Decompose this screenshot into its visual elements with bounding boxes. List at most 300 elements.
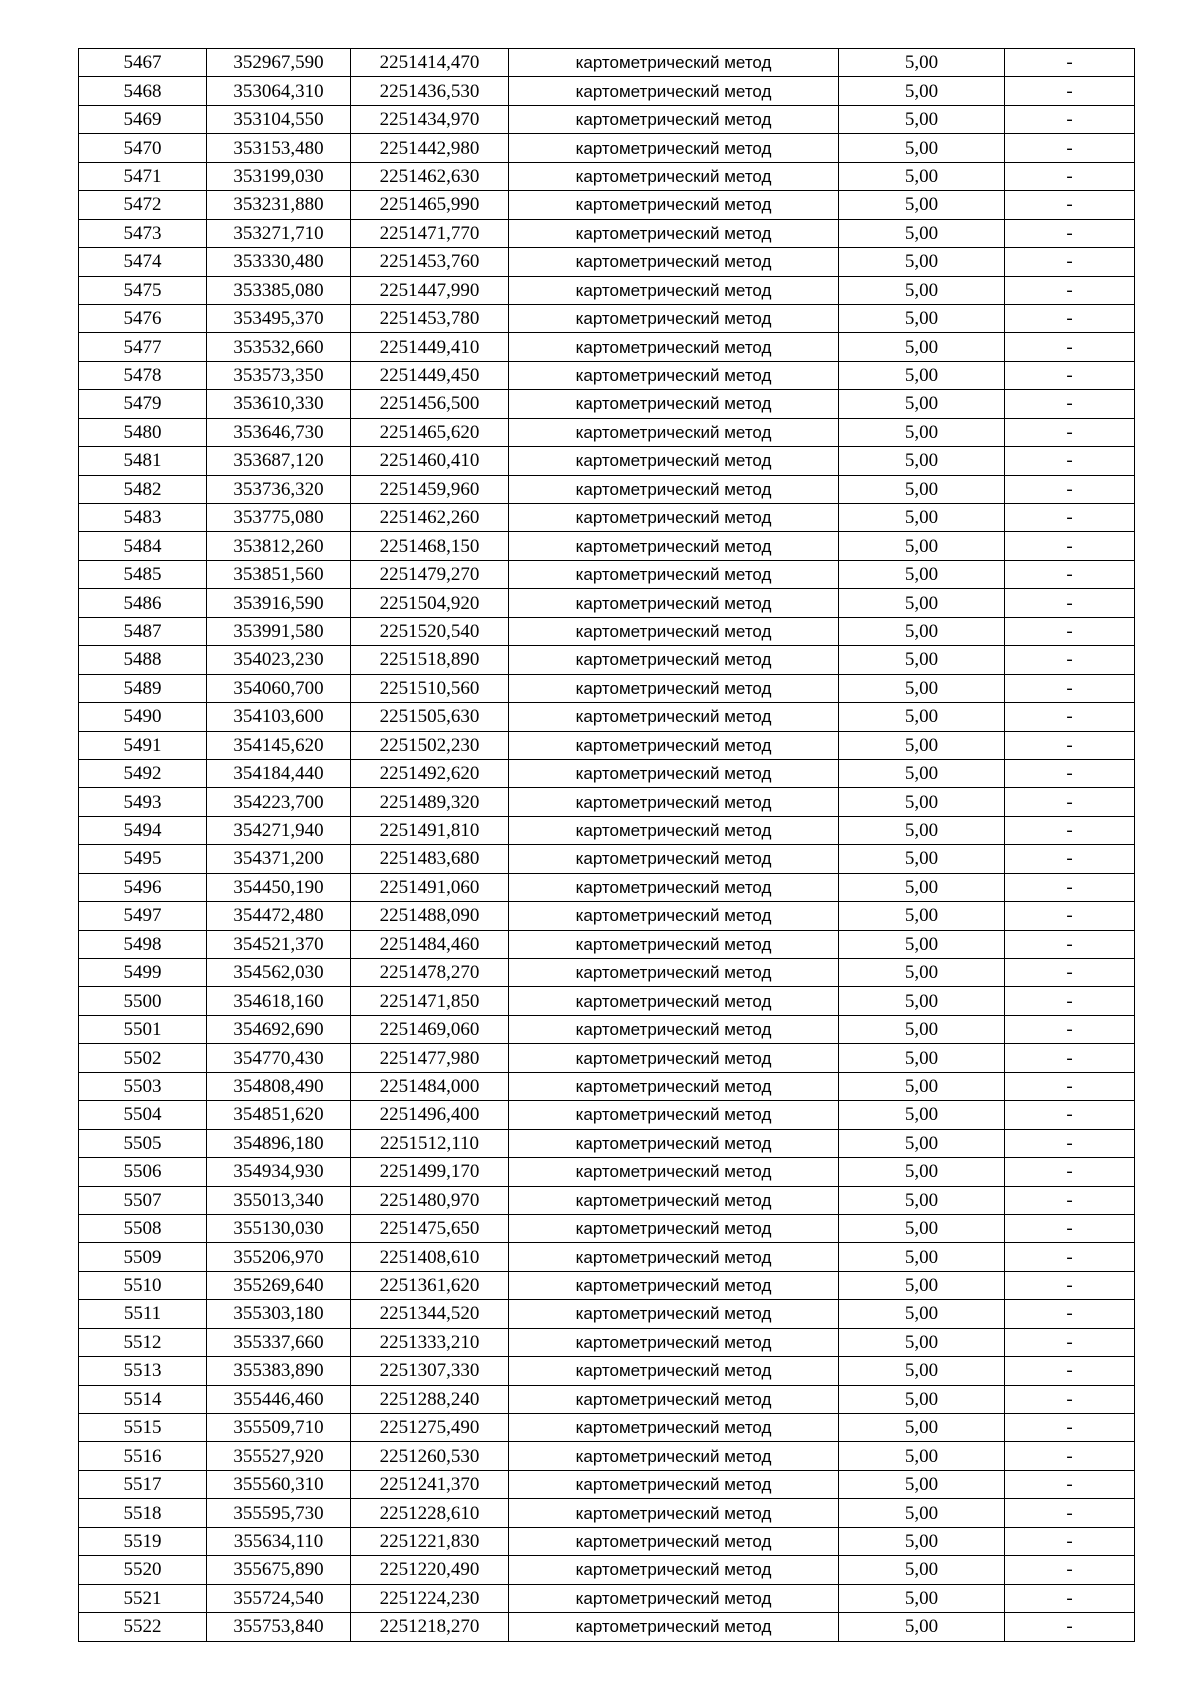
method-cell: картометрический метод — [509, 1556, 839, 1584]
point-number-cell: 5477 — [79, 333, 207, 361]
y-coordinate-cell: 2251361,620 — [351, 1271, 509, 1299]
method-cell: картометрический метод — [509, 1527, 839, 1555]
x-coordinate-cell: 355634,110 — [207, 1527, 351, 1555]
accuracy-cell: 5,00 — [839, 589, 1005, 617]
note-cell: - — [1005, 1442, 1135, 1470]
point-number-cell: 5467 — [79, 49, 207, 77]
point-number-cell: 5470 — [79, 134, 207, 162]
point-number-cell: 5498 — [79, 930, 207, 958]
y-coordinate-cell: 2251483,680 — [351, 845, 509, 873]
method-cell: картометрический метод — [509, 902, 839, 930]
accuracy-cell: 5,00 — [839, 1300, 1005, 1328]
note-cell: - — [1005, 1470, 1135, 1498]
point-number-cell: 5515 — [79, 1414, 207, 1442]
accuracy-cell: 5,00 — [839, 759, 1005, 787]
method-cell: картометрический метод — [509, 1584, 839, 1612]
accuracy-cell: 5,00 — [839, 304, 1005, 332]
accuracy-cell: 5,00 — [839, 134, 1005, 162]
table-row — [79, 1271, 1135, 1299]
accuracy-cell: 5,00 — [839, 1442, 1005, 1470]
note-cell: - — [1005, 49, 1135, 77]
x-coordinate-cell: 353736,320 — [207, 475, 351, 503]
note-cell: - — [1005, 987, 1135, 1015]
note-cell: - — [1005, 703, 1135, 731]
y-coordinate-cell: 2251453,760 — [351, 248, 509, 276]
x-coordinate-cell: 354808,490 — [207, 1072, 351, 1100]
accuracy-cell: 5,00 — [839, 1158, 1005, 1186]
note-cell: - — [1005, 1556, 1135, 1584]
y-coordinate-cell: 2251477,980 — [351, 1044, 509, 1072]
x-coordinate-cell: 354472,480 — [207, 902, 351, 930]
accuracy-cell: 5,00 — [839, 788, 1005, 816]
method-cell: картометрический метод — [509, 1158, 839, 1186]
point-number-cell: 5507 — [79, 1186, 207, 1214]
point-number-cell: 5499 — [79, 959, 207, 987]
accuracy-cell: 5,00 — [839, 1556, 1005, 1584]
y-coordinate-cell: 2251344,520 — [351, 1300, 509, 1328]
point-number-cell: 5482 — [79, 475, 207, 503]
x-coordinate-cell: 354896,180 — [207, 1129, 351, 1157]
y-coordinate-cell: 2251408,610 — [351, 1243, 509, 1271]
method-cell: картометрический метод — [509, 77, 839, 105]
table-row — [79, 1357, 1135, 1385]
method-cell: картометрический метод — [509, 617, 839, 645]
note-cell: - — [1005, 276, 1135, 304]
y-coordinate-cell: 2251484,000 — [351, 1072, 509, 1100]
y-coordinate-cell: 2251465,620 — [351, 418, 509, 446]
y-coordinate-cell: 2251469,060 — [351, 1015, 509, 1043]
y-coordinate-cell: 2251502,230 — [351, 731, 509, 759]
note-cell: - — [1005, 1613, 1135, 1641]
note-cell: - — [1005, 788, 1135, 816]
accuracy-cell: 5,00 — [839, 845, 1005, 873]
note-cell: - — [1005, 759, 1135, 787]
x-coordinate-cell: 354770,430 — [207, 1044, 351, 1072]
method-cell: картометрический метод — [509, 1357, 839, 1385]
x-coordinate-cell: 353064,310 — [207, 77, 351, 105]
point-number-cell: 5509 — [79, 1243, 207, 1271]
note-cell: - — [1005, 1414, 1135, 1442]
note-cell: - — [1005, 816, 1135, 844]
method-cell: картометрический метод — [509, 191, 839, 219]
note-cell: - — [1005, 219, 1135, 247]
coordinates-table — [78, 48, 1135, 1642]
accuracy-cell: 5,00 — [839, 731, 1005, 759]
method-cell: картометрический метод — [509, 703, 839, 731]
point-number-cell: 5511 — [79, 1300, 207, 1328]
method-cell: картометрический метод — [509, 759, 839, 787]
x-coordinate-cell: 353687,120 — [207, 447, 351, 475]
table-row — [79, 1015, 1135, 1043]
accuracy-cell: 5,00 — [839, 930, 1005, 958]
method-cell: картометрический метод — [509, 361, 839, 389]
note-cell: - — [1005, 845, 1135, 873]
method-cell: картометрический метод — [509, 1129, 839, 1157]
note-cell: - — [1005, 731, 1135, 759]
table-row — [79, 816, 1135, 844]
x-coordinate-cell: 355130,030 — [207, 1214, 351, 1242]
note-cell: - — [1005, 418, 1135, 446]
point-number-cell: 5506 — [79, 1158, 207, 1186]
note-cell: - — [1005, 1044, 1135, 1072]
accuracy-cell: 5,00 — [839, 987, 1005, 1015]
y-coordinate-cell: 2251491,060 — [351, 873, 509, 901]
y-coordinate-cell: 2251442,980 — [351, 134, 509, 162]
note-cell: - — [1005, 1158, 1135, 1186]
table-row — [79, 1243, 1135, 1271]
x-coordinate-cell: 354103,600 — [207, 703, 351, 731]
note-cell: - — [1005, 873, 1135, 901]
point-number-cell: 5496 — [79, 873, 207, 901]
table-row — [79, 1186, 1135, 1214]
note-cell: - — [1005, 930, 1135, 958]
table-row — [79, 1328, 1135, 1356]
note-cell: - — [1005, 77, 1135, 105]
method-cell: картометрический метод — [509, 532, 839, 560]
table-row — [79, 1044, 1135, 1072]
table-row — [79, 617, 1135, 645]
y-coordinate-cell: 2251275,490 — [351, 1414, 509, 1442]
table-row — [79, 1613, 1135, 1641]
y-coordinate-cell: 2251512,110 — [351, 1129, 509, 1157]
method-cell: картометрический метод — [509, 731, 839, 759]
method-cell: картометрический метод — [509, 674, 839, 702]
note-cell: - — [1005, 589, 1135, 617]
accuracy-cell: 5,00 — [839, 646, 1005, 674]
y-coordinate-cell: 2251520,540 — [351, 617, 509, 645]
method-cell: картометрический метод — [509, 134, 839, 162]
x-coordinate-cell: 353330,480 — [207, 248, 351, 276]
table-row — [79, 191, 1135, 219]
x-coordinate-cell: 354562,030 — [207, 959, 351, 987]
note-cell: - — [1005, 1328, 1135, 1356]
note-cell: - — [1005, 333, 1135, 361]
x-coordinate-cell: 355337,660 — [207, 1328, 351, 1356]
x-coordinate-cell: 354934,930 — [207, 1158, 351, 1186]
y-coordinate-cell: 2251518,890 — [351, 646, 509, 674]
y-coordinate-cell: 2251460,410 — [351, 447, 509, 475]
y-coordinate-cell: 2251449,450 — [351, 361, 509, 389]
method-cell: картометрический метод — [509, 930, 839, 958]
x-coordinate-cell: 354618,160 — [207, 987, 351, 1015]
table-row — [79, 134, 1135, 162]
table-row — [79, 674, 1135, 702]
accuracy-cell: 5,00 — [839, 560, 1005, 588]
x-coordinate-cell: 354060,700 — [207, 674, 351, 702]
table-row — [79, 1442, 1135, 1470]
accuracy-cell: 5,00 — [839, 361, 1005, 389]
accuracy-cell: 5,00 — [839, 1357, 1005, 1385]
table-row — [79, 959, 1135, 987]
accuracy-cell: 5,00 — [839, 219, 1005, 247]
accuracy-cell: 5,00 — [839, 162, 1005, 190]
table-row — [79, 1214, 1135, 1242]
note-cell: - — [1005, 1129, 1135, 1157]
table-row — [79, 646, 1135, 674]
point-number-cell: 5476 — [79, 304, 207, 332]
y-coordinate-cell: 2251434,970 — [351, 105, 509, 133]
note-cell: - — [1005, 191, 1135, 219]
point-number-cell: 5493 — [79, 788, 207, 816]
note-cell: - — [1005, 1385, 1135, 1413]
table-row — [79, 1556, 1135, 1584]
method-cell: картометрический метод — [509, 219, 839, 247]
point-number-cell: 5495 — [79, 845, 207, 873]
note-cell: - — [1005, 1214, 1135, 1242]
y-coordinate-cell: 2251471,850 — [351, 987, 509, 1015]
point-number-cell: 5494 — [79, 816, 207, 844]
accuracy-cell: 5,00 — [839, 617, 1005, 645]
point-number-cell: 5472 — [79, 191, 207, 219]
point-number-cell: 5501 — [79, 1015, 207, 1043]
method-cell: картометрический метод — [509, 646, 839, 674]
note-cell: - — [1005, 959, 1135, 987]
table-row — [79, 1158, 1135, 1186]
method-cell: картометрический метод — [509, 49, 839, 77]
accuracy-cell: 5,00 — [839, 1613, 1005, 1641]
table-row — [79, 788, 1135, 816]
table-row — [79, 845, 1135, 873]
x-coordinate-cell: 354023,230 — [207, 646, 351, 674]
note-cell: - — [1005, 504, 1135, 532]
x-coordinate-cell: 354450,190 — [207, 873, 351, 901]
table-row — [79, 162, 1135, 190]
method-cell: картометрический метод — [509, 1101, 839, 1129]
point-number-cell: 5519 — [79, 1527, 207, 1555]
y-coordinate-cell: 2251496,400 — [351, 1101, 509, 1129]
note-cell: - — [1005, 134, 1135, 162]
point-number-cell: 5510 — [79, 1271, 207, 1299]
method-cell: картометрический метод — [509, 1385, 839, 1413]
table-row — [79, 447, 1135, 475]
method-cell: картометрический метод — [509, 504, 839, 532]
x-coordinate-cell: 353231,880 — [207, 191, 351, 219]
y-coordinate-cell: 2251491,810 — [351, 816, 509, 844]
method-cell: картометрический метод — [509, 589, 839, 617]
point-number-cell: 5518 — [79, 1499, 207, 1527]
y-coordinate-cell: 2251468,150 — [351, 532, 509, 560]
x-coordinate-cell: 355206,970 — [207, 1243, 351, 1271]
method-cell: картометрический метод — [509, 1072, 839, 1100]
method-cell: картометрический метод — [509, 390, 839, 418]
point-number-cell: 5491 — [79, 731, 207, 759]
note-cell: - — [1005, 617, 1135, 645]
table-row — [79, 930, 1135, 958]
table-row — [79, 902, 1135, 930]
accuracy-cell: 5,00 — [839, 1584, 1005, 1612]
y-coordinate-cell: 2251220,490 — [351, 1556, 509, 1584]
note-cell: - — [1005, 1101, 1135, 1129]
x-coordinate-cell: 354271,940 — [207, 816, 351, 844]
method-cell: картометрический метод — [509, 1243, 839, 1271]
x-coordinate-cell: 355013,340 — [207, 1186, 351, 1214]
method-cell: картометрический метод — [509, 1271, 839, 1299]
note-cell: - — [1005, 1015, 1135, 1043]
method-cell: картометрический метод — [509, 1414, 839, 1442]
x-coordinate-cell: 353916,590 — [207, 589, 351, 617]
accuracy-cell: 5,00 — [839, 1271, 1005, 1299]
y-coordinate-cell: 2251484,460 — [351, 930, 509, 958]
y-coordinate-cell: 2251504,920 — [351, 589, 509, 617]
table-row — [79, 1527, 1135, 1555]
y-coordinate-cell: 2251260,530 — [351, 1442, 509, 1470]
accuracy-cell: 5,00 — [839, 1243, 1005, 1271]
table-row — [79, 276, 1135, 304]
method-cell: картометрический метод — [509, 788, 839, 816]
accuracy-cell: 5,00 — [839, 1129, 1005, 1157]
y-coordinate-cell: 2251462,630 — [351, 162, 509, 190]
table-row — [79, 560, 1135, 588]
method-cell: картометрический метод — [509, 105, 839, 133]
method-cell: картометрический метод — [509, 418, 839, 446]
x-coordinate-cell: 353812,260 — [207, 532, 351, 560]
method-cell: картометрический метод — [509, 333, 839, 361]
x-coordinate-cell: 355269,640 — [207, 1271, 351, 1299]
table-row — [79, 77, 1135, 105]
point-number-cell: 5517 — [79, 1470, 207, 1498]
note-cell: - — [1005, 646, 1135, 674]
y-coordinate-cell: 2251499,170 — [351, 1158, 509, 1186]
method-cell: картометрический метод — [509, 1442, 839, 1470]
table-row — [79, 390, 1135, 418]
x-coordinate-cell: 353646,730 — [207, 418, 351, 446]
note-cell: - — [1005, 1271, 1135, 1299]
x-coordinate-cell: 355595,730 — [207, 1499, 351, 1527]
y-coordinate-cell: 2251447,990 — [351, 276, 509, 304]
accuracy-cell: 5,00 — [839, 703, 1005, 731]
method-cell: картометрический метод — [509, 1214, 839, 1242]
point-number-cell: 5481 — [79, 447, 207, 475]
method-cell: картометрический метод — [509, 1499, 839, 1527]
note-cell: - — [1005, 1584, 1135, 1612]
accuracy-cell: 5,00 — [839, 1385, 1005, 1413]
method-cell: картометрический метод — [509, 276, 839, 304]
note-cell: - — [1005, 532, 1135, 560]
x-coordinate-cell: 353610,330 — [207, 390, 351, 418]
table-row — [79, 1101, 1135, 1129]
point-number-cell: 5478 — [79, 361, 207, 389]
table-row — [79, 333, 1135, 361]
table-row — [79, 873, 1135, 901]
table-row — [79, 219, 1135, 247]
accuracy-cell: 5,00 — [839, 1470, 1005, 1498]
table-row — [79, 1300, 1135, 1328]
table-row — [79, 1072, 1135, 1100]
note-cell: - — [1005, 674, 1135, 702]
method-cell: картометрический метод — [509, 1470, 839, 1498]
table-row — [79, 1499, 1135, 1527]
x-coordinate-cell: 354145,620 — [207, 731, 351, 759]
x-coordinate-cell: 355527,920 — [207, 1442, 351, 1470]
table-row — [79, 589, 1135, 617]
note-cell: - — [1005, 1499, 1135, 1527]
method-cell: картометрический метод — [509, 304, 839, 332]
point-number-cell: 5505 — [79, 1129, 207, 1157]
accuracy-cell: 5,00 — [839, 1414, 1005, 1442]
y-coordinate-cell: 2251479,270 — [351, 560, 509, 588]
table-row — [79, 1129, 1135, 1157]
method-cell: картометрический метод — [509, 873, 839, 901]
note-cell: - — [1005, 902, 1135, 930]
method-cell: картометрический метод — [509, 248, 839, 276]
x-coordinate-cell: 354184,440 — [207, 759, 351, 787]
y-coordinate-cell: 2251241,370 — [351, 1470, 509, 1498]
method-cell: картометрический метод — [509, 959, 839, 987]
x-coordinate-cell: 353199,030 — [207, 162, 351, 190]
x-coordinate-cell: 355446,460 — [207, 1385, 351, 1413]
x-coordinate-cell: 352967,590 — [207, 49, 351, 77]
method-cell: картометрический метод — [509, 1015, 839, 1043]
accuracy-cell: 5,00 — [839, 674, 1005, 702]
point-number-cell: 5479 — [79, 390, 207, 418]
accuracy-cell: 5,00 — [839, 816, 1005, 844]
accuracy-cell: 5,00 — [839, 1499, 1005, 1527]
accuracy-cell: 5,00 — [839, 532, 1005, 560]
x-coordinate-cell: 355303,180 — [207, 1300, 351, 1328]
table-row — [79, 731, 1135, 759]
note-cell: - — [1005, 1243, 1135, 1271]
point-number-cell: 5490 — [79, 703, 207, 731]
y-coordinate-cell: 2251462,260 — [351, 504, 509, 532]
y-coordinate-cell: 2251475,650 — [351, 1214, 509, 1242]
point-number-cell: 5508 — [79, 1214, 207, 1242]
method-cell: картометрический метод — [509, 1044, 839, 1072]
y-coordinate-cell: 2251449,410 — [351, 333, 509, 361]
accuracy-cell: 5,00 — [839, 105, 1005, 133]
point-number-cell: 5488 — [79, 646, 207, 674]
x-coordinate-cell: 354223,700 — [207, 788, 351, 816]
method-cell: картометрический метод — [509, 1186, 839, 1214]
accuracy-cell: 5,00 — [839, 1072, 1005, 1100]
point-number-cell: 5504 — [79, 1101, 207, 1129]
point-number-cell: 5485 — [79, 560, 207, 588]
table-row — [79, 49, 1135, 77]
note-cell: - — [1005, 361, 1135, 389]
x-coordinate-cell: 353573,350 — [207, 361, 351, 389]
accuracy-cell: 5,00 — [839, 390, 1005, 418]
accuracy-cell: 5,00 — [839, 902, 1005, 930]
y-coordinate-cell: 2251224,230 — [351, 1584, 509, 1612]
note-cell: - — [1005, 1072, 1135, 1100]
x-coordinate-cell: 353775,080 — [207, 504, 351, 532]
point-number-cell: 5512 — [79, 1328, 207, 1356]
method-cell: картометрический метод — [509, 987, 839, 1015]
point-number-cell: 5503 — [79, 1072, 207, 1100]
accuracy-cell: 5,00 — [839, 873, 1005, 901]
method-cell: картометрический метод — [509, 1328, 839, 1356]
note-cell: - — [1005, 1300, 1135, 1328]
point-number-cell: 5469 — [79, 105, 207, 133]
note-cell: - — [1005, 304, 1135, 332]
x-coordinate-cell: 353385,080 — [207, 276, 351, 304]
table-row — [79, 418, 1135, 446]
x-coordinate-cell: 353153,480 — [207, 134, 351, 162]
table-row — [79, 361, 1135, 389]
y-coordinate-cell: 2251478,270 — [351, 959, 509, 987]
accuracy-cell: 5,00 — [839, 447, 1005, 475]
accuracy-cell: 5,00 — [839, 276, 1005, 304]
accuracy-cell: 5,00 — [839, 504, 1005, 532]
y-coordinate-cell: 2251489,320 — [351, 788, 509, 816]
point-number-cell: 5474 — [79, 248, 207, 276]
point-number-cell: 5475 — [79, 276, 207, 304]
table-row — [79, 1584, 1135, 1612]
method-cell: картометрический метод — [509, 816, 839, 844]
note-cell: - — [1005, 162, 1135, 190]
point-number-cell: 5486 — [79, 589, 207, 617]
note-cell: - — [1005, 248, 1135, 276]
table-row — [79, 248, 1135, 276]
